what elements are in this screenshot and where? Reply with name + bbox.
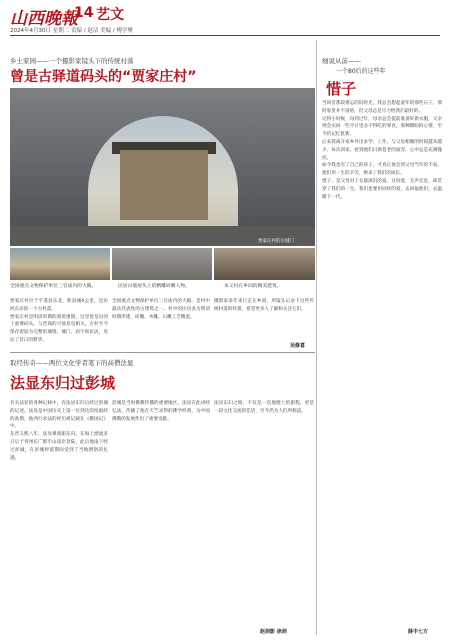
story1-paragraph: 贾家庄村位于平遥县东北，距县城4公里，是汾河东岸的一个古村落。	[10, 299, 108, 312]
story1-body-col2	[112, 298, 210, 338]
brick-carving-photo	[112, 248, 212, 280]
story2-kicker: 取经传奇——两位文化学者笔下的高僧法显	[10, 359, 134, 367]
masthead-rule	[10, 35, 440, 36]
main-photo-caption: 贾家庄村的古城门	[258, 239, 294, 244]
story2-paragraph: 彭城是当时佛教传播的重要地区，法显在此讲经弘法，传播了他在天竺求得的佛学经典，为中国佛教的发展作出了重要贡献。	[112, 401, 210, 422]
story1-headline: 曾是古驿道码头的“贾家庄村”	[10, 69, 197, 85]
dateline: 2024年4月30日 星期二 责编 / 赵洁 美编 / 傅学聚	[10, 28, 133, 34]
story2-body-col1	[10, 400, 108, 625]
story1-body-col3	[214, 298, 314, 338]
story2-body-col2	[112, 400, 210, 625]
newspaper-logo: 山西晚報	[10, 9, 78, 29]
story1-paragraph: 贾家庄村是明清时期的商贸重镇，这里曾是汾河上重要码头，与晋商的兴衰息息相关。古村至今保存着较为完整的城墙、城门、庙宇和民居，见证了昔日的繁华。	[10, 314, 108, 343]
story2-paragraph: 有关法显的各种记载中，有法显东归后经过彭城的记述。法显是中国历史上第一位到达印度取经的高僧，他西行求法的经历被记载在《佛国记》中。	[10, 401, 108, 430]
story2-byline: 赵剑影 徐剑	[260, 629, 287, 635]
story3-headline: 惜子	[326, 80, 357, 98]
story1-main-photo	[10, 88, 315, 246]
story1-paragraph: 摄影家多年来行走在乡间，用镜头记录下这些传统村落的样貌，希望更多人了解和关注它们。	[214, 299, 314, 312]
thumb-caption-2: 民居山墙屋头上的精雕砖雕人物。	[118, 284, 190, 289]
story2-paragraph: 法显东归之路，不仅是一次地理上的旅程，更是一段文化交流的佳话，至今仍为人们所称道。	[214, 401, 314, 414]
story3-paragraph: 当回首那段难忘的旧时光，我总会想起童年的那些日子。那时家里并不富裕，但父母总是尽力给我们最好的。	[322, 101, 442, 114]
story1-paragraph: 全国重点文物保护单位三官庙内的大殿，是村中最具代表性的古建筑之一。村中的民居多为明清时期所建，砖雕、木雕、石雕工艺精湛。	[112, 299, 210, 320]
story-divider	[10, 352, 315, 353]
story3-paragraph: 惜子，是父母对子女最深沉的爱。这份爱，无声无息，却贯穿了我们的一生。我们也要用同样的爱，去回报他们，去温暖下一代。	[322, 178, 442, 200]
story2-paragraph: 东晋义熙八年，法显乘商船东归，在海上漂流多日后于青州长广郡牢山南岸登陆，此后他南下经过彭城，在彭城停留期间受到了当地僧俗的礼遇。	[10, 432, 108, 461]
thumb-caption-3: 本义村在乡间的精美建筑。	[224, 284, 282, 289]
village-building-photo	[214, 248, 315, 280]
story1-thumbnails	[10, 248, 315, 290]
gate-tower	[120, 150, 208, 220]
story3-body	[322, 100, 442, 620]
story3-byline: 薛丰七方	[408, 629, 429, 635]
story3-kicker: 细说从前——	[322, 57, 361, 65]
story3-paragraph: 后来我离开家乡外出求学、工作，与父母相聚的时间越来越少。每次回家，看到他们日渐苍老的面容，心中总是充满愧疚。	[322, 139, 442, 161]
story1-byline: 吴修喜	[290, 343, 306, 349]
story3-paragraph: 如今我也有了自己的孩子，才真正体会到父母当年的不易。他们用一生的辛劳，换来了我们的成长。	[322, 163, 442, 177]
masthead	[0, 0, 450, 40]
thumb-caption-1: 全国重点文物保护单位三官庙内的大殿。	[10, 284, 97, 289]
page-number: 14	[74, 5, 94, 21]
story2-body-col3	[214, 400, 314, 625]
story1-kicker: 乡土家园——一个摄影家镜头下的传统村落	[10, 57, 134, 65]
column-separator	[316, 40, 317, 635]
temple-hall-photo	[10, 248, 110, 280]
section-title: 艺文	[96, 7, 124, 23]
story2-headline: 法显东归过彭城	[10, 374, 116, 392]
story3-kicker-sub: 一个80后的这些年	[336, 68, 386, 75]
story1-body-col1	[10, 298, 108, 343]
story3-paragraph: 记得小时候，每到过年，母亲总会提前准备好新衣服，父亲则会买回一些平日里舍不得吃的零食。那种期盼的心情，至今仍记忆犹新。	[322, 116, 442, 138]
